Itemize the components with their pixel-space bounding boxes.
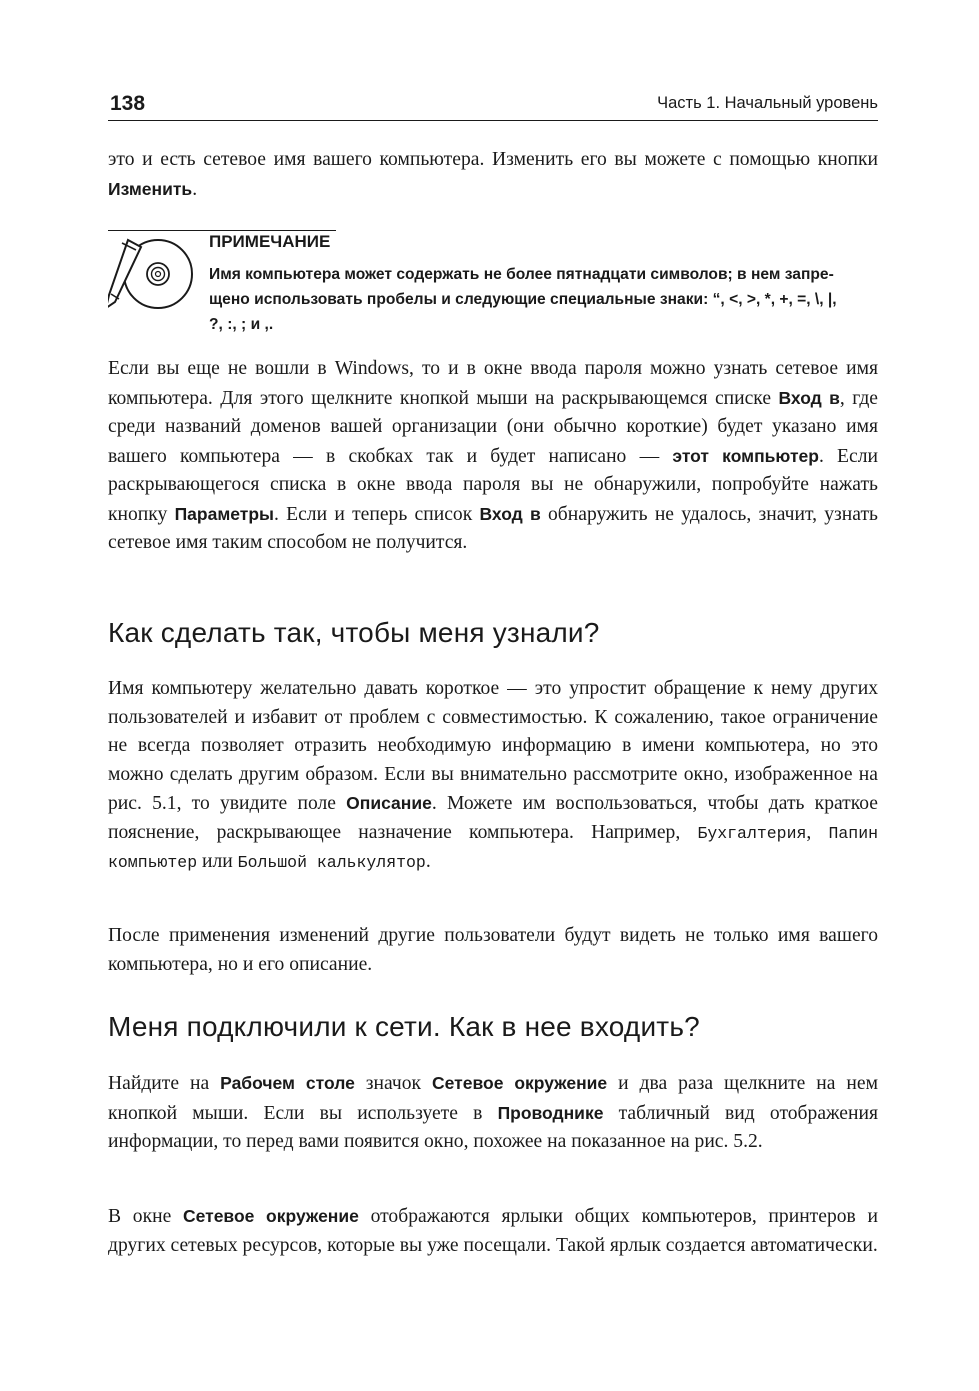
section-heading-2: Меня подключили к сети. Как в нее входить?: [108, 1011, 700, 1042]
note-body: [209, 262, 878, 337]
example-bolshoy-kalkulyator: Большой калькулятор: [237, 853, 426, 872]
term-izmenit: Изменить: [108, 178, 193, 199]
paragraph-after: После применения изменений другие пользователи будут видеть не только имя вашего компьютера, но и его описание.: [108, 925, 878, 975]
paragraph-name: Имя компьютеру желательно давать короткое — это упростит обращение к нему других пользователей и избавит от проблем с совместимостью. К сожалению, такое ограничение не всегда позволяет отразить необходимую информацию в имени компьютера, но это можно сделать другим образом. Если вы внимательно рассмотрите окно, изображенное на рис. 5.1, то увидите поле Описание. Можете им воспользоваться, чтобы дать краткое пояснение, раскрывающее назначение компьютера. Например, Бухгалтерия, Папин компьютер или Большой калькулятор.: [108, 678, 879, 872]
note-line-2: щено использовать пробелы и следующие специальные знаки: “, <, >, *, +, =, \, |,: [209, 291, 837, 308]
example-papin-kompyuter: Папин компьютер: [108, 823, 879, 872]
paragraph-login: Если вы еще не вошли в Windows, то и в окне ввода пароля можно узнать сетевое имя компьютера. Для этого щелкните кнопкой мыши на раскрывающемся списке Вход в, где среди названий доменов вашей организации (они обычно короткие) будет указано имя вашего компьютера — в скобках так и будет написано — этот компьютер. Если раскрывающегося списка в окне ввода пароля вы не обнаружили, попробуйте нажать кнопку Параметры. Если и теперь список Вход в обнаружить не удалось, значит, узнать сетевое имя таким способом не получится.: [108, 358, 878, 553]
example-buhgalteriya: Бухгалтерия: [697, 823, 807, 843]
note-pencil-disc-icon: [108, 236, 204, 312]
note-divider: [108, 230, 336, 231]
note-title: ПРИМЕЧАНИЕ: [209, 232, 331, 251]
term-setevoe-okruzhenie-2: Сетевое окружение: [182, 1206, 359, 1226]
paragraph-find: Найдите на Рабочем столе значок Сетевое окружение и два раза щелкните на нем кнопкой мыши. Если вы используете в Проводнике табличный вид отображения информации, то перед вами появится окно, похожее на показанное на рис. 5.2.: [108, 1073, 878, 1152]
term-setevoe-okruzhenie: Сетевое окружение: [432, 1073, 608, 1093]
term-provodnike: Проводнике: [497, 1102, 604, 1123]
term-parametry: Параметры: [174, 503, 274, 524]
note-line-1: Имя компьютера может содержать не более пятнадцати символов; в нем запре-: [209, 266, 834, 283]
term-vhod-v: Вход в: [778, 387, 840, 408]
note-line-3: ?, :, ; и ,.: [209, 316, 274, 333]
paragraph-intro: это и есть сетевое имя вашего компьютера. Изменить его вы можете с помощью кнопки Изменить.: [108, 149, 878, 200]
running-head: Часть 1. Начальный уровень: [657, 94, 878, 112]
page-header: [108, 90, 878, 121]
term-opisanie: Описание: [346, 793, 432, 813]
term-vhod-v-2: Вход в: [479, 503, 541, 524]
term-etot-kompyuter: этот компьютер: [672, 445, 819, 466]
page-number: 138: [110, 92, 146, 115]
paragraph-window: В окне Сетевое окружение отображаются ярлыки общих компьютеров, принтеров и других сетевых ресурсов, которые вы уже посещали. Такой ярлык создается автоматически.: [108, 1206, 878, 1256]
term-rabochem-stole: Рабочем столе: [220, 1073, 355, 1093]
section-heading-1: Как сделать так, чтобы меня узнали?: [108, 617, 600, 648]
